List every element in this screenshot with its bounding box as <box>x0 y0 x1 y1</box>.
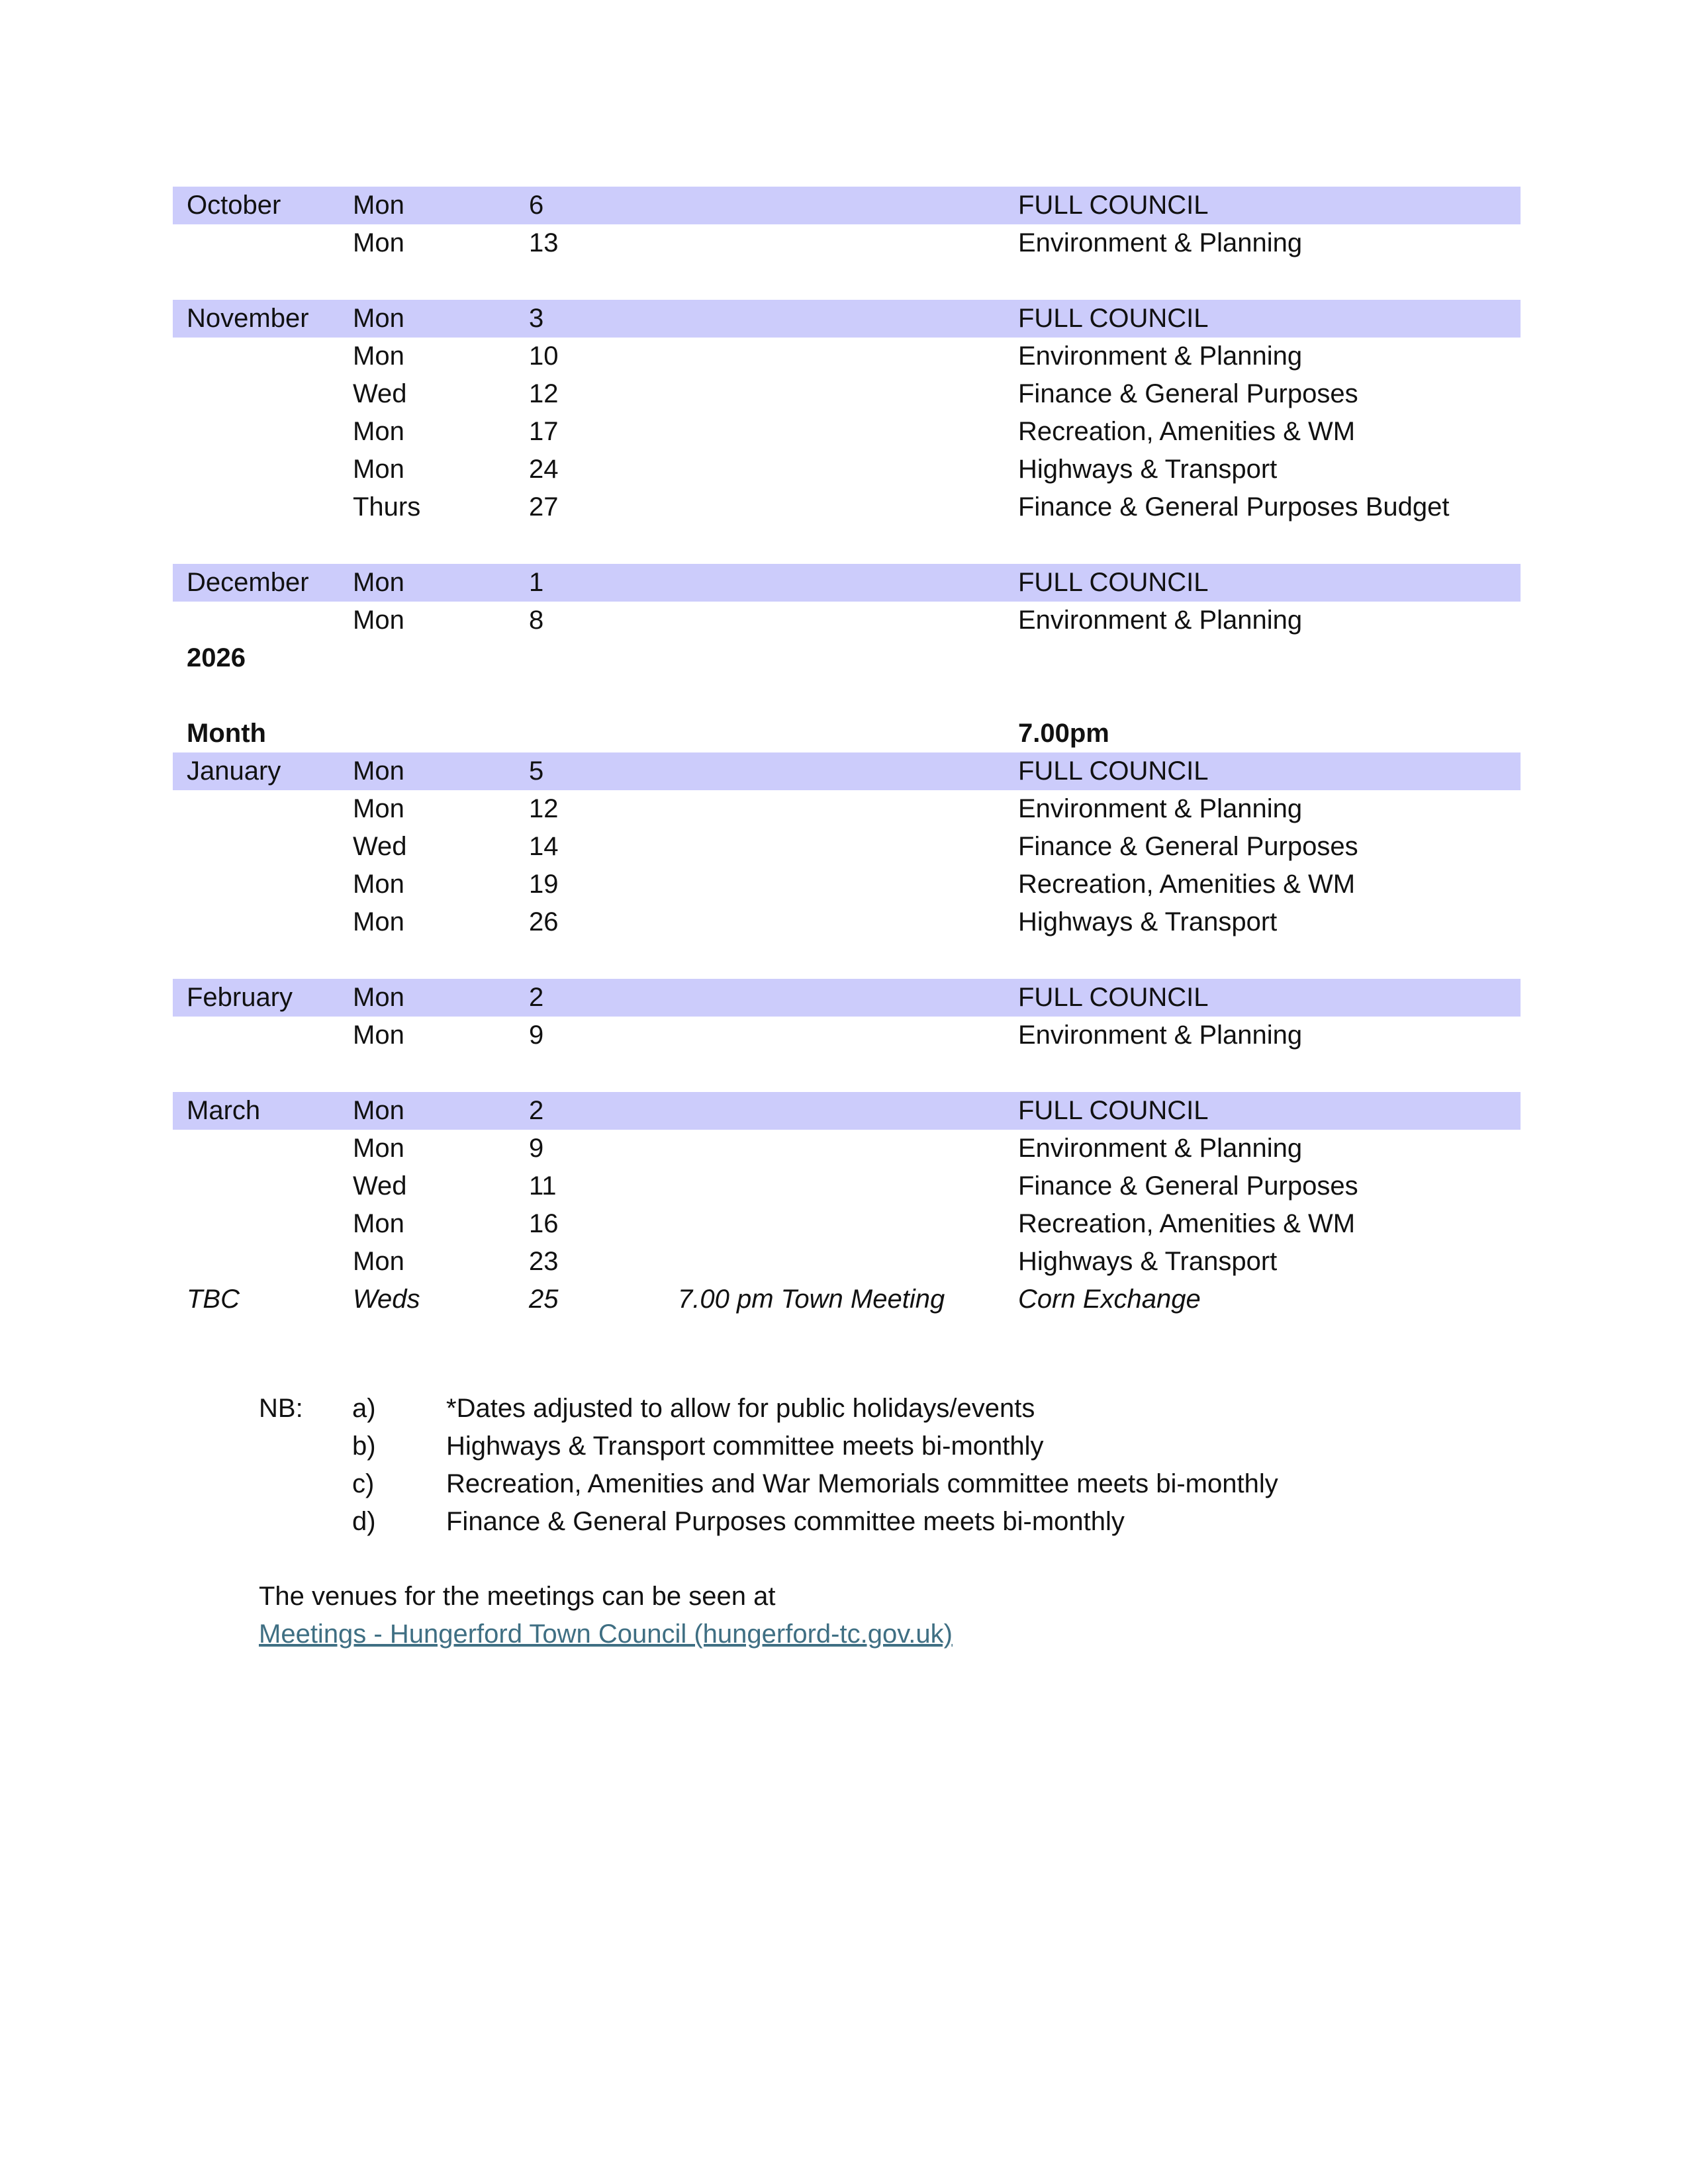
date-cell: 9 <box>529 1021 544 1050</box>
spacer-row <box>173 941 1521 979</box>
event-cell: FULL COUNCIL <box>1018 983 1209 1012</box>
venues-section <box>259 1578 953 1653</box>
event-cell: Recreation, Amenities & WM <box>1018 870 1356 899</box>
month-cell: January <box>187 756 281 786</box>
event-cell: Highways & Transport <box>1018 455 1278 484</box>
schedule-row <box>173 1130 1521 1167</box>
schedule-row <box>173 224 1521 262</box>
note-text: Recreation, Amenities and War Memorials committee meets bi-monthly <box>446 1469 1278 1498</box>
date-cell: 25 <box>529 1285 559 1314</box>
schedule-row <box>173 564 1521 602</box>
schedule-row <box>173 979 1521 1017</box>
day-cell: Mon <box>353 794 404 823</box>
date-cell: 8 <box>529 606 544 635</box>
day-cell: Mon <box>353 417 404 446</box>
day-cell: Mon <box>353 1247 404 1276</box>
date-cell: 13 <box>529 228 559 257</box>
date-cell: 9 <box>529 1134 544 1163</box>
schedule-row <box>173 866 1521 903</box>
note-letter: d) <box>352 1507 376 1536</box>
day-cell: Thurs <box>353 492 421 522</box>
date-cell: 17 <box>529 417 559 446</box>
date-cell: 16 <box>529 1209 559 1238</box>
note-cell: 7.00 pm Town Meeting <box>678 1285 945 1314</box>
event-cell: Highways & Transport <box>1018 1247 1278 1276</box>
schedule-row <box>173 451 1521 488</box>
note-row <box>259 1465 1450 1503</box>
day-cell: Mon <box>353 1134 404 1163</box>
schedule-row <box>173 790 1521 828</box>
day-cell: Wed <box>353 379 407 408</box>
event-cell: FULL COUNCIL <box>1018 191 1209 220</box>
month-cell: November <box>187 304 309 333</box>
date-cell: 2 <box>529 1096 544 1125</box>
event-cell: Finance & General Purposes <box>1018 1171 1358 1201</box>
date-cell: 2 <box>529 983 544 1012</box>
event-cell: Corn Exchange <box>1018 1285 1201 1314</box>
month-cell: TBC <box>187 1285 240 1314</box>
day-cell: Mon <box>353 455 404 484</box>
date-cell: 6 <box>529 191 544 220</box>
note-letter: c) <box>352 1469 375 1498</box>
schedule-row <box>173 752 1521 790</box>
event-cell: Environment & Planning <box>1018 794 1303 823</box>
event-cell: Environment & Planning <box>1018 606 1303 635</box>
venues-text: The venues for the meetings can be seen at <box>259 1582 776 1611</box>
schedule-row <box>173 602 1521 639</box>
day-cell: Mon <box>353 228 404 257</box>
day-cell: Wed <box>353 1171 407 1201</box>
date-cell: 5 <box>529 756 544 786</box>
date-cell: 3 <box>529 304 544 333</box>
event-cell: 7.00pm <box>1018 719 1109 748</box>
event-cell: Environment & Planning <box>1018 341 1303 371</box>
date-cell: 14 <box>529 832 559 861</box>
event-cell: Recreation, Amenities & WM <box>1018 417 1356 446</box>
event-cell: Finance & General Purposes <box>1018 832 1358 861</box>
date-cell: 24 <box>529 455 559 484</box>
spacer-row <box>173 526 1521 564</box>
schedule-row <box>173 338 1521 375</box>
meeting-schedule-table <box>173 187 1521 1318</box>
notes-label: NB: <box>259 1394 303 1423</box>
note-letter: b) <box>352 1432 376 1461</box>
event-cell: Finance & General Purposes Budget <box>1018 492 1450 522</box>
date-cell: 23 <box>529 1247 559 1276</box>
date-cell: 27 <box>529 492 559 522</box>
schedule-row <box>173 1092 1521 1130</box>
schedule-row <box>173 1205 1521 1243</box>
day-cell: Mon <box>353 191 404 220</box>
event-cell: FULL COUNCIL <box>1018 304 1209 333</box>
month-cell: Month <box>187 719 266 748</box>
note-letter: a) <box>352 1394 376 1423</box>
spacer-row <box>173 677 1521 715</box>
note-row <box>259 1428 1450 1465</box>
month-cell: December <box>187 568 309 597</box>
day-cell: Mon <box>353 341 404 371</box>
schedule-row <box>173 375 1521 413</box>
date-cell: 12 <box>529 794 559 823</box>
spacer-row <box>173 262 1521 300</box>
day-cell: Weds <box>353 1285 420 1314</box>
month-cell: March <box>187 1096 261 1125</box>
event-cell: FULL COUNCIL <box>1018 1096 1209 1125</box>
date-cell: 26 <box>529 907 559 936</box>
month-cell: 2026 <box>187 643 246 672</box>
schedule-row <box>173 828 1521 866</box>
schedule-row <box>173 413 1521 451</box>
schedule-row <box>173 1017 1521 1054</box>
day-cell: Mon <box>353 870 404 899</box>
month-cell: October <box>187 191 281 220</box>
schedule-row <box>173 1243 1521 1281</box>
note-text: Finance & General Purposes committee meets bi-monthly <box>446 1507 1125 1536</box>
day-cell: Mon <box>353 1021 404 1050</box>
event-cell: Finance & General Purposes <box>1018 379 1358 408</box>
date-cell: 12 <box>529 379 559 408</box>
schedule-row <box>173 1281 1521 1318</box>
schedule-row <box>173 1167 1521 1205</box>
schedule-row <box>173 300 1521 338</box>
day-cell: Mon <box>353 606 404 635</box>
day-cell: Mon <box>353 1209 404 1238</box>
day-cell: Mon <box>353 568 404 597</box>
note-text: *Dates adjusted to allow for public holidays/events <box>446 1394 1035 1423</box>
event-cell: Recreation, Amenities & WM <box>1018 1209 1356 1238</box>
section-heading-row <box>173 715 1521 752</box>
event-cell: Environment & Planning <box>1018 1021 1303 1050</box>
day-cell: Mon <box>353 983 404 1012</box>
schedule-row <box>173 488 1521 526</box>
event-cell: Environment & Planning <box>1018 228 1303 257</box>
note-text: Highways & Transport committee meets bi-monthly <box>446 1432 1044 1461</box>
date-cell: 1 <box>529 568 544 597</box>
day-cell: Wed <box>353 832 407 861</box>
event-cell: FULL COUNCIL <box>1018 568 1209 597</box>
schedule-row <box>173 187 1521 224</box>
day-cell: Mon <box>353 756 404 786</box>
date-cell: 19 <box>529 870 559 899</box>
date-cell: 10 <box>529 341 559 371</box>
notes-section <box>259 1390 1450 1541</box>
section-heading-row <box>173 639 1521 677</box>
event-cell: Highways & Transport <box>1018 907 1278 936</box>
day-cell: Mon <box>353 304 404 333</box>
month-cell: February <box>187 983 293 1012</box>
date-cell: 11 <box>529 1171 557 1201</box>
meetings-link[interactable]: Meetings - Hungerford Town Council (hungerford-tc.gov.uk) <box>259 1619 953 1649</box>
day-cell: Mon <box>353 907 404 936</box>
event-cell: FULL COUNCIL <box>1018 756 1209 786</box>
spacer-row <box>173 1054 1521 1092</box>
note-row <box>259 1503 1450 1541</box>
day-cell: Mon <box>353 1096 404 1125</box>
event-cell: Environment & Planning <box>1018 1134 1303 1163</box>
note-row <box>259 1390 1450 1428</box>
schedule-row <box>173 903 1521 941</box>
